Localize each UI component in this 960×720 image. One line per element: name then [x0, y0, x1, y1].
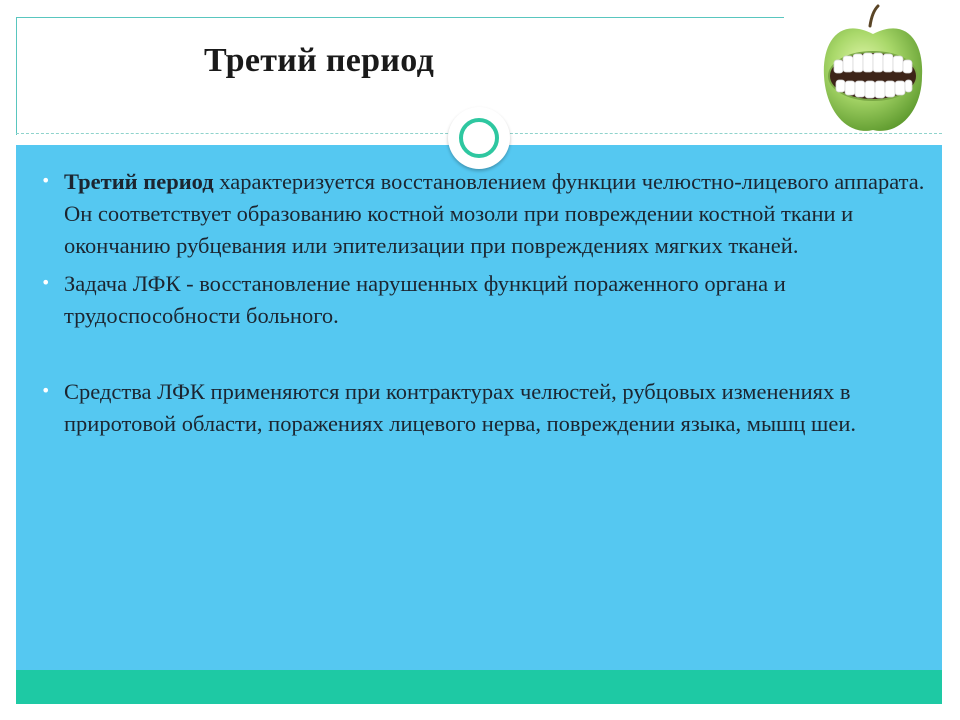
bullet-text: характеризуется восстановлением функции челюстно-лицевого аппарата. Он соответствует образованию костной мозоли при повреждении костной ткани и окончанию рубцевания или эпителизации при повреждениях мягких тканей.: [64, 169, 925, 258]
apple-teeth-icon: [818, 4, 928, 138]
bullet-dot-icon: •: [41, 171, 51, 190]
frame-line-left: [16, 17, 17, 135]
frame-line-top: [16, 17, 784, 18]
bullet-text: Средства ЛФК применяются при контрактурах челюстей, рубцовых изменениях в приротовой области, поражениях лицевого нерва, повреждении языка, мышц шеи.: [64, 379, 857, 436]
bullet-item-task: [40, 268, 930, 332]
bullet-text: Задача ЛФК - восстановление нарушенных функций пораженного органа и трудоспособности больного.: [64, 271, 786, 328]
bullet-list: [40, 166, 930, 440]
bullet-dot-icon: •: [41, 381, 51, 400]
circle-badge-icon: [448, 107, 510, 169]
bullet-dot-icon: •: [41, 273, 51, 292]
bullet-lead-text: Третий период: [64, 169, 214, 194]
footer-bar: [16, 670, 942, 704]
bullet-item-means: [40, 376, 930, 440]
slide-title: Третий период: [204, 42, 435, 79]
bullet-item-period: [40, 166, 930, 262]
